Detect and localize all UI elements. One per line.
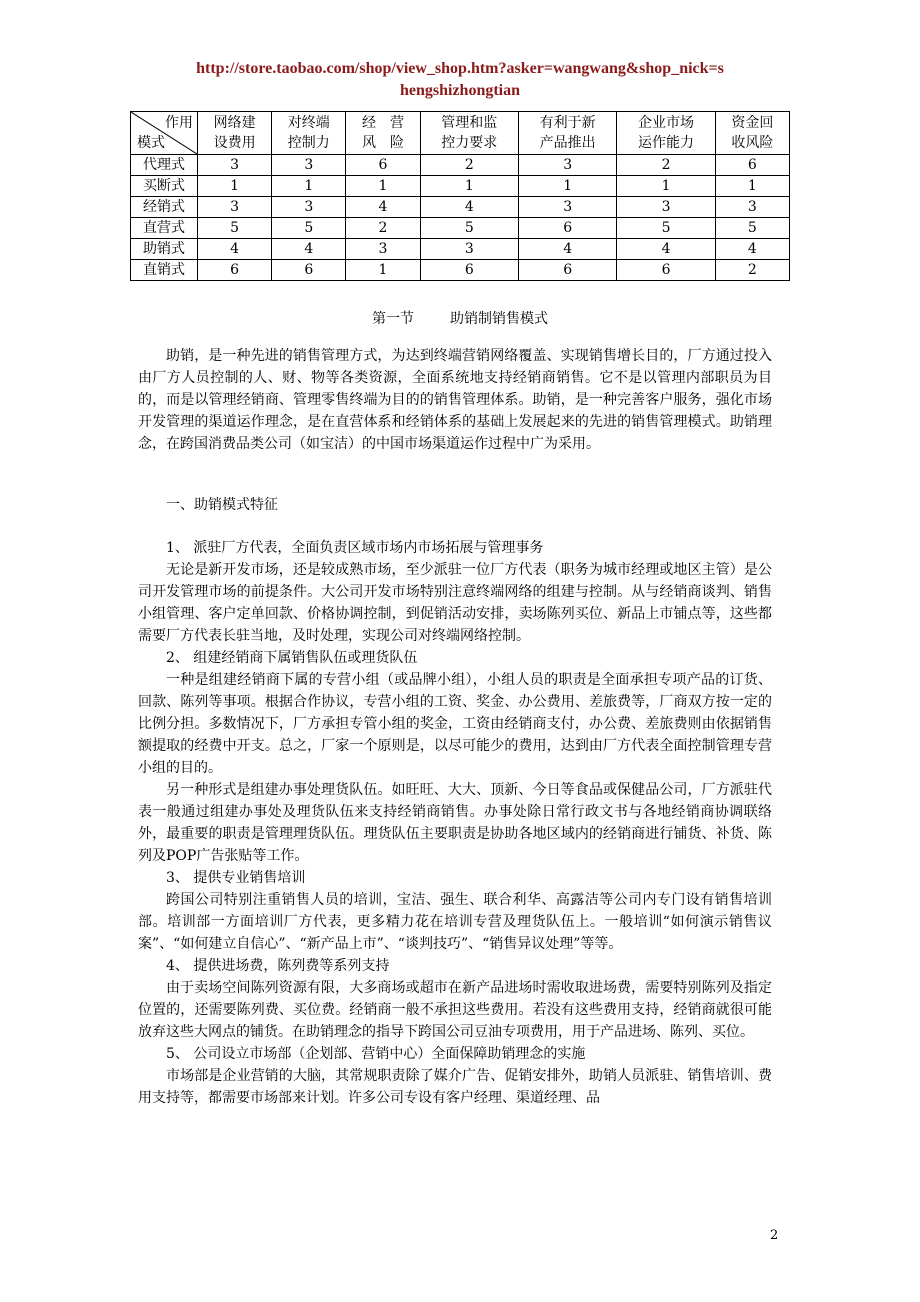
row-label: 经销式 [131,197,198,218]
intro-block [138,345,772,455]
table-cell: 1 [420,176,518,197]
column-header-line: 企业市场 [638,115,695,131]
column-header-line: 控制力 [287,135,330,151]
column-header-line: 网络建 [213,115,256,131]
body-paragraph: 无论是新开发市场，还是较成熟市场，至少派驻一位厂方代表（职务为城市经理或地区主管）是公司开发管理市场的前提条件。大公司开发市场特别注意终端网络的组建与控制。从与经销商谈判、销售小组管理、客户定单回款、价格协调控制，到促销活动安排，卖场陈列买位、新品上市铺点等，这些都需要厂方代表长驻当地，及时处理，实现公司对终端网络控制。 [138,562,772,644]
page-number: 2 [770,1228,779,1243]
column-header [420,112,518,155]
column-header-line: 对终端 [287,115,330,131]
column-header [272,112,346,155]
table-cell: 5 [198,218,272,239]
column-header-line: 有利于新 [539,115,596,131]
body-paragraph: 另一种形式是组建办事处理货队伍。如旺旺、大大、顶新、今日等食品或保健品公司，厂方派驻代表一般通过组建办事处及理货队伍来支持经销商销售。办事处除日常行政文书与各地经销商协调联络外，最重要的职责是管理理货队伍。理货队伍主要职责是协助各地区域内的经销商进行铺货、补货、陈列及POP广告张贴等工作。 [138,782,772,864]
source-url-line-1[interactable]: http://store.taobao.com/shop/view_shop.htm?asker=wangwang&shop_nick=s [196,60,724,77]
table-cell: 3 [617,197,715,218]
corner-cell [131,112,198,155]
table-cell: 6 [420,260,518,281]
table-row [131,155,790,176]
row-label: 买断式 [131,176,198,197]
table-cell: 2 [346,218,420,239]
intro-paragraph: 助销，是一种先进的销售管理方式，为达到终端营销网络覆盖、实现销售增长目的，厂方通过投入由厂方人员控制的人、财、物等各类资源，全面系统地支持经销商销售。它不是以管理内部职员为目的，而是以管理经销商、管理零售终端为目的的销售管理体系。助销，是一种完善客户服务，强化市场开发管理的渠道运作理念，是在直营体系和经销体系的基础上发展起来的先进的销售管理模式。助销理念，在跨国消费品类公司（如宝洁）的中国市场渠道运作过程中广为采用。 [138,348,772,452]
table-cell: 3 [420,239,518,260]
table-cell: 5 [617,218,715,239]
body-paragraph: 2、 组建经销商下属销售队伍或理货队伍 [166,650,418,666]
column-header-line: 风 险 [362,135,404,151]
table-header-row [131,112,790,155]
table-cell: 6 [346,155,420,176]
table-cell: 5 [272,218,346,239]
column-header-line: 控力要求 [441,135,498,151]
table-cell: 5 [715,218,789,239]
comparison-table [130,111,790,281]
column-header-line: 管理和监 [441,115,498,131]
subheading: 一、助销模式特征 [166,497,278,513]
corner-label-bottom: 模式 [137,135,165,151]
table-cell: 1 [346,260,420,281]
column-header-line: 资金回 [731,115,774,131]
table-cell: 1 [272,176,346,197]
body-paragraph: 由于卖场空间陈列资源有限，大多商场或超市在新产品进场时需收取进场费，需要特别陈列及指定位置的，还需要陈列费、买位费。经销商一般不承担这些费用。若没有这些费用支持，经销商就很可能放弃这些大网点的铺货。在助销理念的指导下跨国公司豆油专项费用，用于产品进场、陈列、买位。 [138,980,772,1040]
body-paragraph: 1、 派驻厂方代表，全面负责区域市场内市场拓展与管理事务 [166,540,544,556]
table-row [131,197,790,218]
table-cell: 3 [272,155,346,176]
row-label: 直销式 [131,260,198,281]
table-row [131,239,790,260]
table-cell: 3 [198,197,272,218]
table-cell: 3 [518,197,616,218]
table-cell: 6 [518,260,616,281]
table-cell: 6 [715,155,789,176]
body-paragraph: 4、 提供进场费，陈列费等系列支持 [166,958,390,974]
table-cell: 2 [715,260,789,281]
table-cell: 6 [617,260,715,281]
section-heading [130,308,790,330]
column-header [518,112,616,155]
body-paragraph: 跨国公司特别注重销售人员的培训，宝洁、强生、联合利华、高露洁等公司内专门设有销售培训部。培训部一方面培训厂方代表，更多精力花在培训专营及理货队伍上。一般培训“如何演示销售议案”、“如何建立自信心”、“新产品上市”、“谈判技巧”、“销售异议处理”等等。 [138,892,772,952]
column-header-line: 产品推出 [539,135,596,151]
table-row [131,260,790,281]
table-cell: 2 [617,155,715,176]
features-block [138,537,772,1109]
column-header-line: 设费用 [213,135,256,151]
table-cell: 1 [346,176,420,197]
column-header [715,112,789,155]
table-cell: 4 [198,239,272,260]
body-paragraph: 一种是组建经销商下属的专营小组（或品牌小组），小组人员的职责是全面承担专项产品的订货、回款、陈列等事项。根据合作协议，专营小组的工资、奖金、办公费用、差旅费等，厂商双方按一定的比例分担。多数情况下，厂方承担专管小组的奖金，工资由经销商支付，办公费、差旅费则由依据销售额提取的经费中开支。总之，厂家一个原则是，以尽可能少的费用，达到由厂方代表全面控制管理专营小组的目的。 [138,672,772,776]
table-cell: 6 [272,260,346,281]
table-cell: 3 [518,155,616,176]
column-header-line: 收风险 [731,135,774,151]
column-header [198,112,272,155]
table-cell: 1 [518,176,616,197]
body-paragraph: 市场部是企业营销的大脑，其常规职责除了媒介广告、促销安排外，助销人员派驻、销售培训、费用支持等，都需要市场部来计划。许多公司专设有客户经理、渠道经理、品 [138,1068,772,1106]
table-cell: 4 [420,197,518,218]
table-row [131,218,790,239]
table-cell: 6 [518,218,616,239]
source-url-line-2[interactable]: hengshizhongtian [399,82,521,99]
table-cell: 3 [198,155,272,176]
table-cell: 1 [715,176,789,197]
table-cell: 1 [198,176,272,197]
table-cell: 4 [518,239,616,260]
table-cell: 4 [617,239,715,260]
table-cell: 1 [617,176,715,197]
table-cell: 6 [198,260,272,281]
column-header [617,112,715,155]
table-cell: 4 [715,239,789,260]
row-label: 直营式 [131,218,198,239]
section-number: 第一节 [372,311,414,327]
table-cell: 3 [346,239,420,260]
body-paragraph: 5、 公司设立市场部（企划部、营销中心）全面保障助销理念的实施 [166,1046,586,1062]
body-paragraph: 3、 提供专业销售培训 [166,870,306,886]
subheading-block [138,494,772,516]
table-row [131,176,790,197]
table-cell: 4 [272,239,346,260]
column-header-line: 经 营 [362,115,404,131]
table-cell: 3 [715,197,789,218]
row-label: 助销式 [131,239,198,260]
row-label: 代理式 [131,155,198,176]
section-title: 助销制销售模式 [450,311,548,327]
column-header [346,112,420,155]
table-cell: 4 [346,197,420,218]
table-cell: 2 [420,155,518,176]
table-cell: 5 [420,218,518,239]
table-cell: 3 [272,197,346,218]
corner-label-top: 作用 [165,115,193,131]
column-header-line: 运作能力 [638,135,695,151]
